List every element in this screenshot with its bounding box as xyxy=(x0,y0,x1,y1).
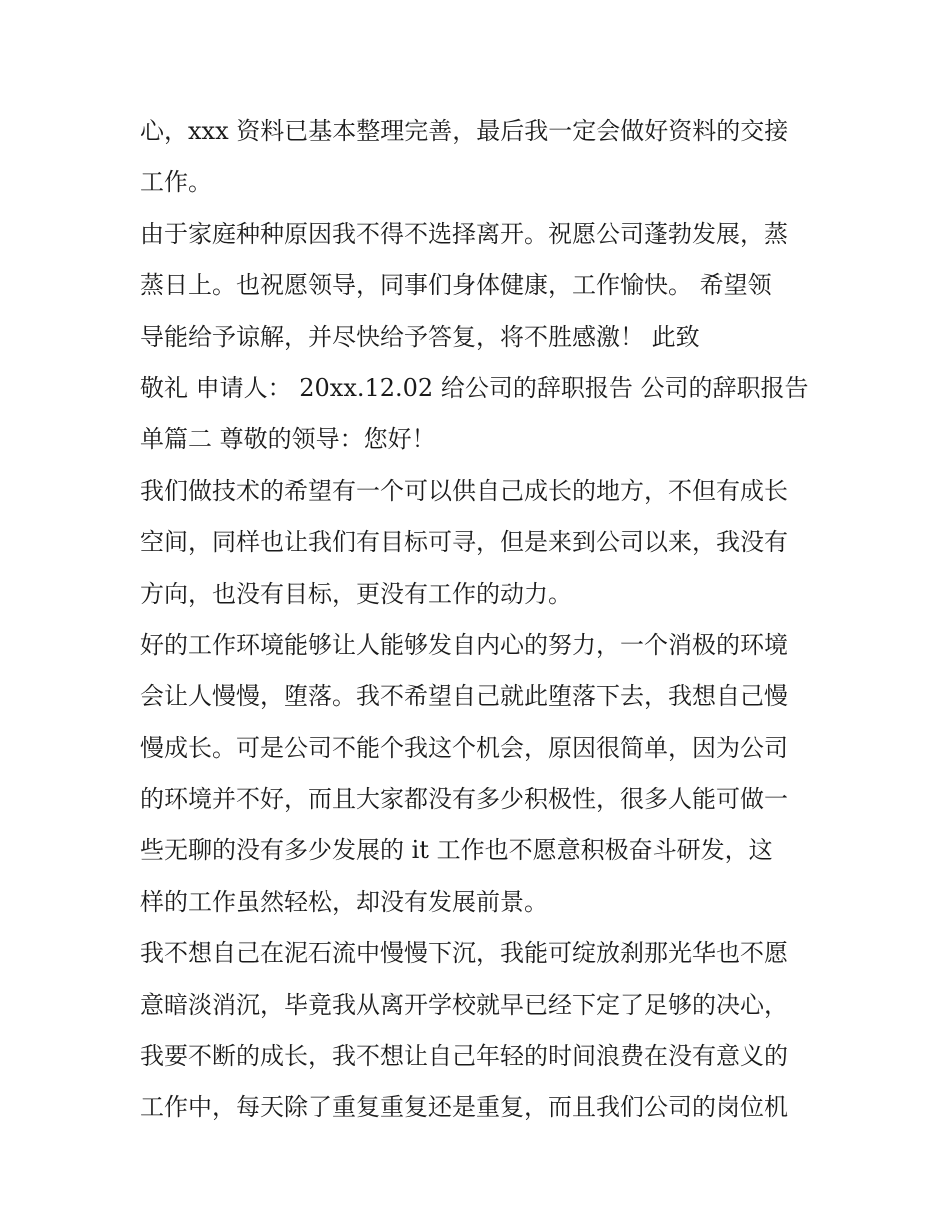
text-line: 空间，同样也让我们有目标可寻，但是来到公司以来，我没有 xyxy=(140,528,788,557)
text-line: 工作中，每天除了重复重复还是重复，而且我们公司的岗位机 xyxy=(140,1093,788,1122)
text-line: 导能给予谅解，并尽快给予答复，将不胜感激！ 此致 xyxy=(140,322,700,351)
text-line: 工作。 xyxy=(140,168,212,197)
text-line: 我不想自己在泥石流中慢慢下沉，我能可绽放刹那光华也不愿 xyxy=(140,939,788,968)
text-line: 会让人慢慢，堕落。我不希望自己就此堕落下去，我想自己慢 xyxy=(140,682,788,711)
text-line: 我们做技术的希望有一个可以供自己成长的地方，不但有成长 xyxy=(140,476,788,505)
body-text xyxy=(140,106,830,1134)
text-line: 样的工作虽然轻松，却没有发展前景。 xyxy=(140,887,548,916)
text-line: 慢成长。可是公司不能个我这个机会，原因很简单，因为公司 xyxy=(140,733,788,762)
text-line: 好的工作环境能够让人能够发自内心的努力，一个消极的环境 xyxy=(140,630,788,659)
text-line: 蒸日上。也祝愿领导，同事们身体健康，工作愉快。 希望领 xyxy=(140,271,772,300)
text-line: 心，xxx 资料已基本整理完善，最后我一定会做好资料的交接 xyxy=(140,117,789,145)
text-line: 敬礼 申请人： 20xx.12.02 给公司的辞职报告 公司的辞职报告 xyxy=(140,373,809,402)
text-line: 我要不断的成长，我不想让自己年轻的时间浪费在没有意义的 xyxy=(140,1042,788,1071)
text-line: 意暗淡消沉，毕竟我从离开学校就早已经下定了足够的决心， xyxy=(140,990,788,1019)
text-line: 的环境并不好，而且大家都没有多少积极性，很多人能可做一 xyxy=(140,785,788,814)
text-line: 单篇二 尊敬的领导：您好！ xyxy=(140,425,436,454)
text-line: 方向，也没有目标，更没有工作的动力。 xyxy=(140,579,572,608)
text-line: 些无聊的没有多少发展的 it 工作也不愿意积极奋斗研发，这 xyxy=(140,836,773,865)
text-line: 由于家庭种种原因我不得不选择离开。祝愿公司蓬勃发展，蒸 xyxy=(140,219,788,248)
